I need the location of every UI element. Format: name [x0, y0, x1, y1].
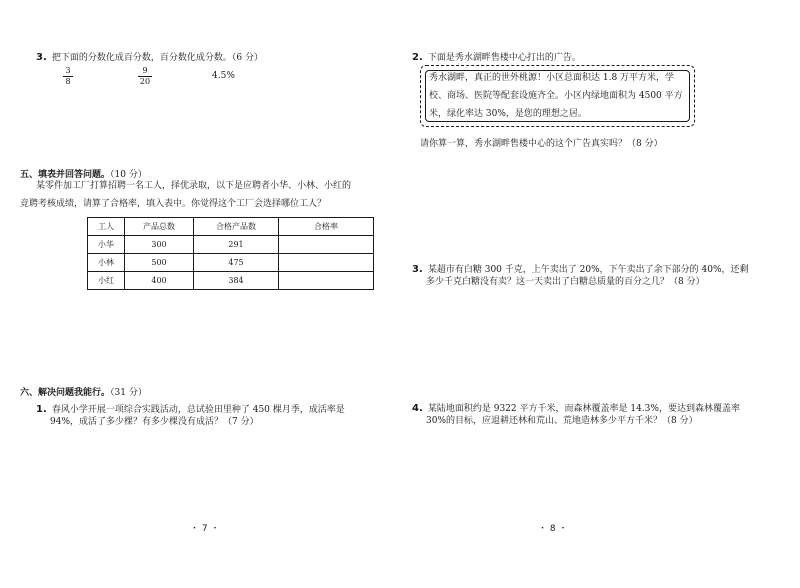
- denominator: 20: [139, 77, 151, 86]
- table-cell: 475: [194, 254, 279, 272]
- table-cell-answer[interactable]: [279, 236, 374, 254]
- question-4-line2: 30%的目标，应退耕还林和荒山、荒地造林多少平方千米？（8 分）: [426, 416, 698, 426]
- table-cell: 小华: [88, 236, 125, 254]
- section-title: 六、解决问题我能行。: [20, 388, 111, 398]
- question-text: 春风小学开展一项综合实践活动，总试验田里种了 450 棵月季，成活率是: [51, 405, 345, 415]
- question-number: 4.: [412, 403, 423, 414]
- question-2-prompt: 请你算一算，秀水湖畔售楼中心的这个广告真实吗？（8 分）: [420, 139, 663, 149]
- advertisement-box: [420, 65, 695, 127]
- question-number: 2.: [412, 52, 423, 63]
- table-cell: 小林: [88, 254, 125, 272]
- fraction-3-8: [61, 66, 75, 87]
- question-text: 某陆地面积约是 9322 平方千米，而森林覆盖率是 14.3%，要达到森林覆盖率: [427, 404, 740, 414]
- question-text: 把下面的分数化成百分数，百分数化成分数。（6 分）: [51, 53, 263, 63]
- table-cell: 400: [125, 272, 194, 290]
- question-1-line1: [36, 397, 345, 416]
- question-number: 1.: [36, 404, 47, 415]
- numerator: 3: [65, 66, 71, 75]
- table-header-row: [88, 218, 374, 236]
- table-cell: 300: [125, 236, 194, 254]
- section-5-body-line1: 某零件加工厂打算招聘一名工人，择优录取，以下是应聘者小华、小林、小红的: [36, 181, 352, 191]
- table-header: 工人: [88, 218, 125, 236]
- table-cell: 384: [194, 272, 279, 290]
- question-number: 3.: [36, 52, 47, 63]
- page-number-left: ・ 7 ・: [190, 524, 220, 534]
- score-table: [87, 217, 374, 290]
- question-3-left: [36, 45, 263, 64]
- section-title: 五、填表并回答问题。: [20, 170, 111, 180]
- table-cell: 500: [125, 254, 194, 272]
- table-row: [88, 272, 374, 290]
- advertisement-text: 秀水湖畔，真正的世外桃源！小区总面积达 1.8 万平方米，学校、商场、医院等配套设施齐全。小区内绿地面积为 4500 平方米，绿化率达 30%，是您的理想之居。: [429, 73, 683, 119]
- page-number-right: ・ 8 ・: [538, 524, 568, 534]
- section-5-body-line2: 竞聘考核成绩，请算了合格率，填入表中。你觉得这个工厂会选择哪位工人？: [20, 199, 327, 209]
- question-text: 某超市有白糖 300 千克，上午卖出了 20%，下午卖出了余下部分的 40%，还剩: [427, 265, 749, 275]
- table-header: 产品总数: [125, 218, 194, 236]
- table-cell: 291: [194, 236, 279, 254]
- question-1-line2: 94%，成活了多少棵？有多少棵没有成活？（7 分）: [50, 417, 259, 427]
- section-5-heading: [20, 162, 147, 181]
- table-row: [88, 254, 374, 272]
- question-2-right: [412, 45, 581, 64]
- percent-item: 4.5%: [212, 71, 235, 81]
- denominator: 8: [65, 77, 71, 86]
- numerator: 9: [142, 66, 148, 75]
- question-text: 下面是秀水湖畔售楼中心打出的广告。: [427, 53, 581, 63]
- table-row: [88, 236, 374, 254]
- fraction-9-20: [136, 66, 154, 87]
- question-4-line1: [412, 396, 740, 415]
- question-3-right-line2: 多少千克白糖没有卖？这一天卖出了白糖总质量的百分之几？（8 分）: [426, 277, 705, 287]
- table-header: 合格产品数: [194, 218, 279, 236]
- table-cell: 小红: [88, 272, 125, 290]
- question-number: 3.: [412, 264, 423, 275]
- table-cell-answer[interactable]: [279, 272, 374, 290]
- question-3-right-line1: [412, 257, 749, 276]
- table-cell-answer[interactable]: [279, 254, 374, 272]
- section-points: （10 分）: [110, 170, 147, 180]
- table-header: 合格率: [279, 218, 374, 236]
- section-points: （31 分）: [110, 388, 147, 398]
